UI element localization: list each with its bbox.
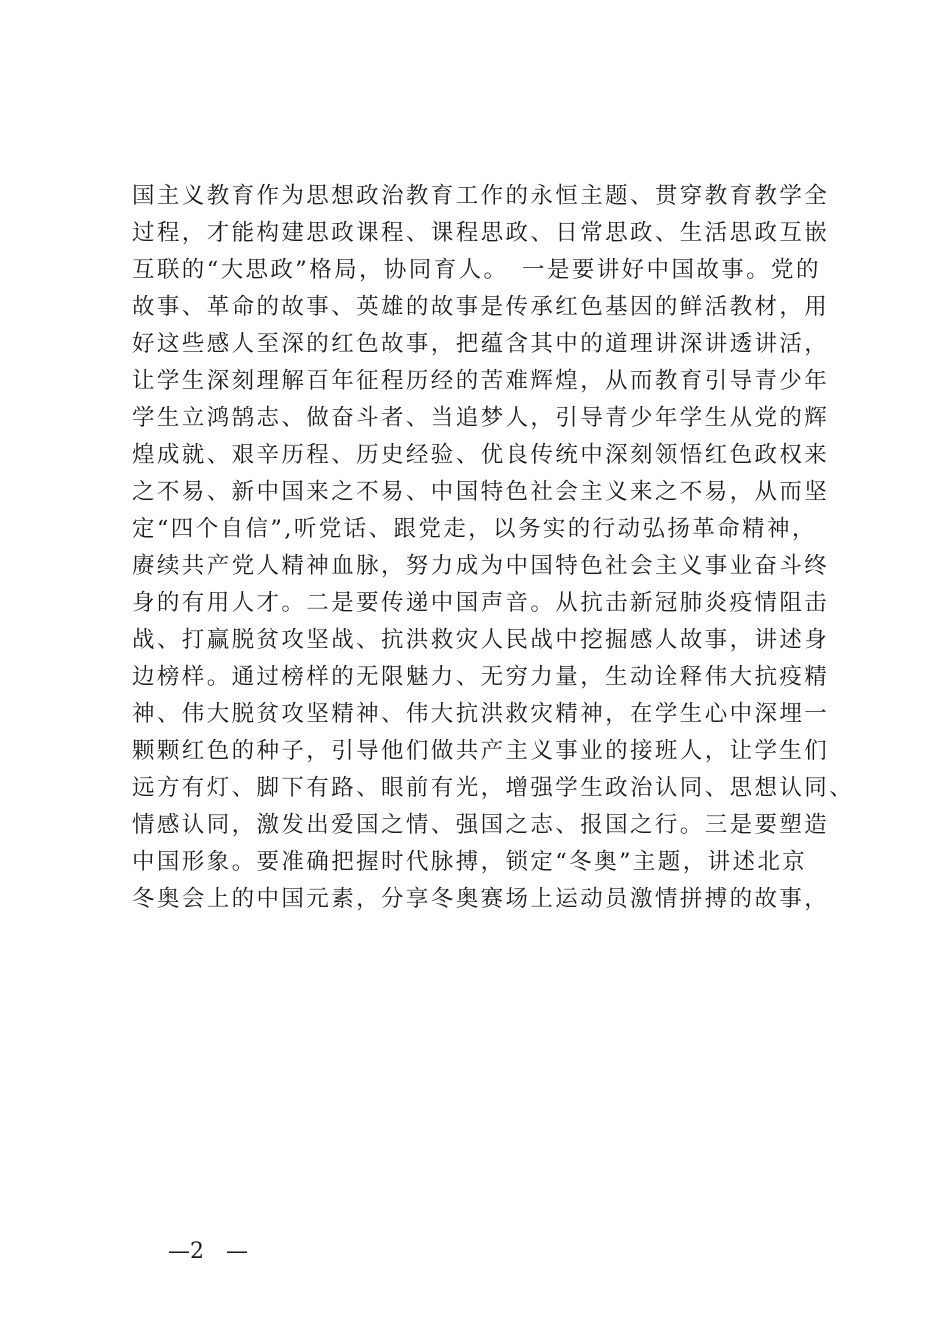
text-line: 定“四个自信”,听党话、跟党走，以务实的行动弘扬革命精神， [132, 516, 817, 542]
text-line: 赓续共产党人精神血脉，努力成为中国特色社会主义事业奋斗终 [132, 553, 830, 579]
text-line: 煌成就、艰辛历程、历史经验、优良传统中深刻领悟红色政权来 [132, 442, 830, 468]
body-text [132, 178, 855, 918]
text-line: 好这些感人至深的红色故事，把蕴含其中的道理讲深讲透讲活， [132, 331, 830, 357]
text-line: 战、打赢脱贫攻坚战、抗洪救灾人民战中挖掘感人故事，讲述身 [132, 627, 830, 653]
text-line: 互联的“大思政”格局，协同育人。 一是要讲好中国故事。党的 [132, 257, 821, 283]
text-line: 冬奥会上的中国元素，分享冬奥赛场上运动员激情拼搏的故事， [132, 886, 830, 912]
text-line: 情感认同，激发出爱国之情、强国之志、报国之行。三是要塑造 [132, 812, 830, 838]
page-number: —2 — [168, 1239, 248, 1264]
text-line: 身的有用人才。二是要传递中国声音。从抗击新冠肺炎疫情阻击 [132, 590, 830, 616]
text-line: 国主义教育作为思想政治教育工作的永恒主题、贯穿教育教学全 [132, 183, 830, 209]
text-line: 神、伟大脱贫攻坚精神、伟大抗洪救灾精神，在学生心中深埋一 [132, 701, 830, 727]
text-line: 之不易、新中国来之不易、中国特色社会主义来之不易，从而坚 [132, 479, 830, 505]
text-line: 让学生深刻理解百年征程历经的苦难辉煌，从而教育引导青少年 [132, 368, 830, 394]
text-line: 故事、革命的故事、英雄的故事是传承红色基因的鲜活教材，用 [132, 294, 830, 320]
text-line: 中国形象。要准确把握时代脉搏，锁定“冬奥”主题，讲述北京 [132, 849, 808, 875]
text-line: 学生立鸿鹄志、做奋斗者、当追梦人，引导青少年学生从党的辉 [132, 405, 830, 431]
text-line: 远方有灯、脚下有路、眼前有光，增强学生政治认同、思想认同、 [132, 775, 855, 801]
text-line: 边榜样。通过榜样的无限魅力、无穷力量，生动诠释伟大抗疫精 [132, 664, 830, 690]
text-line: 过程，才能构建思政课程、课程思政、日常思政、生活思政互嵌 [132, 220, 830, 246]
text-line: 颗颗红色的种子，引导他们做共产主义事业的接班人，让学生们 [132, 738, 830, 764]
